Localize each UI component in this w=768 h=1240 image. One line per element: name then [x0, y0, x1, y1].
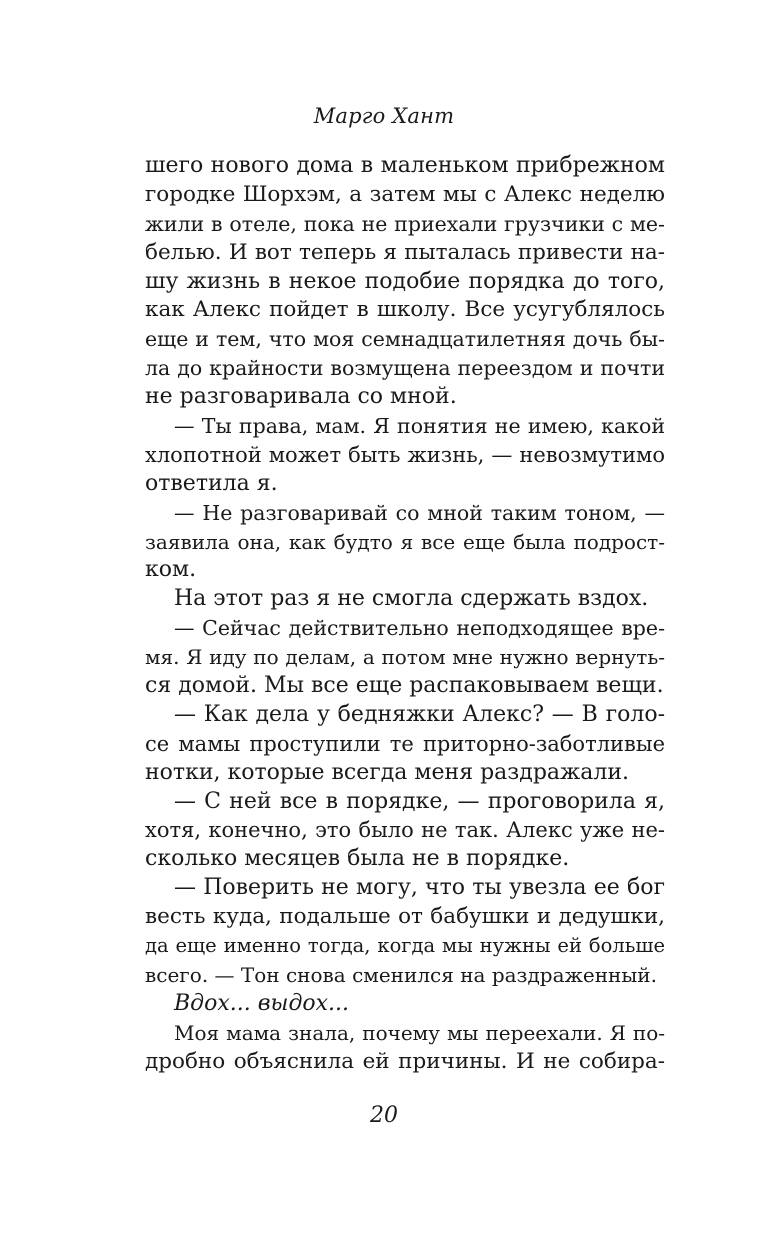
text-line: весть куда, подальше от бабушки и дедушки, — [145, 904, 665, 930]
text-line: хотя, конечно, это было не так. Алекс уже не- — [145, 818, 665, 843]
body-text — [145, 152, 665, 1077]
text-line: дробно объяснила ей причины. И не собира- — [145, 1048, 665, 1074]
text-line: нотки, которые всегда меня раздражали. — [145, 759, 629, 785]
page-number: 20 — [370, 1103, 398, 1128]
text-line: хлопотной может быть жизнь, — невозмутимо — [145, 442, 665, 467]
text-line: заявила она, как будто я все еще была подрост- — [145, 529, 665, 554]
text-line: — Ты права, мам. Я понятия не имею, какой — [174, 414, 665, 439]
text-line: ком. — [145, 557, 197, 583]
text-line: — Не разговаривай со мной таким тоном, — — [174, 500, 665, 525]
text-line: На этот раз я не смогла сдержать вздох. — [174, 586, 649, 612]
text-line: городке Шорхэм, а затем мы с Алекс неделю — [145, 181, 665, 207]
text-line: — Как дела у бедняжки Алекс? — В голо- — [174, 701, 665, 727]
text-line: — Сейчас действительно неподходящее вре- — [174, 616, 665, 641]
text-line: не разговаривала со мной. — [145, 384, 457, 410]
text-line: — С ней все в порядке, — проговорила я, — [174, 788, 665, 814]
text-line: еще и тем, что моя семнадцатилетняя дочь бы- — [145, 327, 665, 352]
running-head-author: Марго Хант — [313, 104, 455, 128]
text-line: белью. И вот теперь я пыталась привести на- — [145, 239, 665, 265]
text-line: — Поверить не могу, что ты увезла ее бог — [174, 875, 665, 901]
text-line: сколько месяцев была не в порядке. — [145, 846, 570, 872]
text-line: как Алекс пойдет в школу. Все усугублялось — [145, 297, 665, 323]
text-line: Моя мама знала, почему мы переехали. Я по- — [174, 1020, 665, 1045]
text-line: жили в отеле, пока не приехали грузчики с ме- — [145, 211, 665, 236]
text-line: се мамы проступили те приторно-заботливые — [145, 731, 665, 756]
text-line: всего. — Тон снова сменился на раздраженный. — [145, 962, 657, 987]
text-line: шего нового дома в маленьком прибрежном — [145, 153, 665, 178]
text-line: да еще именно тогда, когда мы нужны ей больше — [145, 934, 665, 958]
text-line: ответила я. — [145, 470, 278, 496]
text-line: ла до крайности возмущена переездом и почти — [145, 356, 665, 381]
text-line: мя. Я иду по делам, а потом мне нужно вернуть- — [145, 645, 665, 670]
text-line: ся домой. Мы все еще распаковываем вещи. — [145, 673, 664, 699]
text-line: шу жизнь в некое подобие порядка до того, — [145, 268, 665, 294]
text-line: Вдох... выдох... — [174, 990, 350, 1016]
